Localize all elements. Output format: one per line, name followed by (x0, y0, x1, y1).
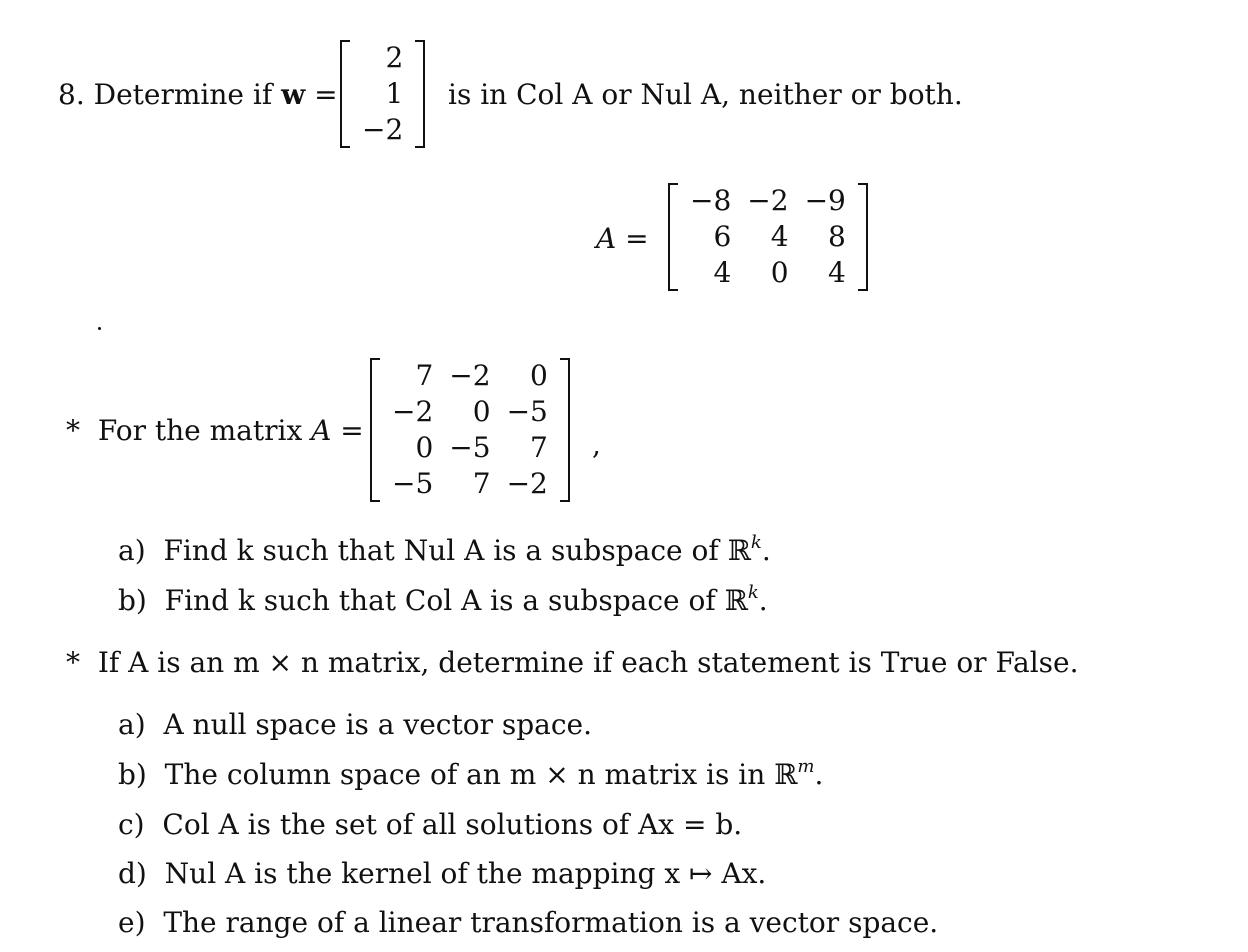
item-label: c) (118, 808, 145, 841)
matrix-cell: 7 (530, 431, 548, 464)
item-end: . (761, 534, 771, 567)
star-1-line (66, 414, 364, 447)
matrix-cell: 0 (472, 395, 491, 428)
star-2-line (66, 646, 1078, 679)
star-2-item-d (118, 857, 766, 890)
matrix-cell: 0 (530, 359, 548, 392)
item-superscript: k (750, 532, 762, 553)
matrix-cell: −2 (392, 395, 434, 428)
matrix-cell: 4 (713, 256, 732, 289)
star-2-item-c (118, 808, 742, 841)
star-2-item-b (118, 758, 823, 791)
item-label: d) (118, 857, 147, 890)
item-label: e) (118, 906, 146, 939)
matrix-cell: 4 (770, 220, 789, 253)
matrix-cell: −5 (449, 431, 491, 464)
item-text: The range of a linear transformation is a vector space. (163, 906, 939, 939)
matrix-cell: 6 (713, 220, 732, 253)
matrix-cell: 7 (415, 359, 434, 392)
stray-dot (98, 327, 101, 330)
matrix-cell: −9 (804, 184, 846, 217)
matrix-cell: −2 (506, 467, 548, 500)
problem-8-tail: is in Col A or Nul A, neither or both. (448, 78, 963, 111)
star-1-item-b (118, 584, 768, 617)
item-label: b) (118, 584, 147, 617)
matrix-cell: 7 (472, 467, 491, 500)
problem-lead: Determine if (93, 78, 273, 111)
item-text: The column space of an m × n matrix is in ℝ (164, 758, 798, 791)
star-2-item-e (118, 906, 938, 939)
matrix-comma: , (592, 428, 601, 461)
item-text: A null space is a vector space. (163, 708, 592, 741)
item-text: Nul A is the kernel of the mapping x ↦ Ax. (164, 857, 767, 890)
matrix-a-label: A = (311, 414, 364, 447)
item-label: b) (118, 758, 147, 791)
item-text: Col A is the set of all solutions of Ax = b. (162, 808, 743, 841)
item-superscript: k (747, 582, 759, 603)
item-label: a) (118, 708, 146, 741)
star-1-item-a (118, 534, 771, 567)
star-1-lead: For the matrix (97, 414, 303, 447)
item-text: Find k such that Nul A is a subspace of ℝ (163, 534, 751, 567)
matrix-a-label: A = (596, 222, 649, 255)
vector-w (340, 40, 425, 148)
bullet-star: * (66, 414, 80, 447)
vector-w-symbol: w (281, 78, 306, 111)
star-2-lead: If A is an m × n matrix, determine if each statement is True or False. (97, 646, 1079, 679)
matrix-cell: −2 (449, 359, 491, 392)
matrix-cell: 8 (828, 220, 846, 253)
matrix-cell: 4 (828, 256, 846, 289)
star-2-item-a (118, 708, 592, 741)
matrix-cell: −5 (506, 395, 548, 428)
matrix-a-problem-8 (668, 183, 868, 291)
matrix-cell: −8 (690, 184, 732, 217)
item-label: a) (118, 534, 146, 567)
matrix-cell: −2 (747, 184, 789, 217)
matrix-cell: 0 (770, 256, 789, 289)
matrix-cell: −5 (392, 467, 434, 500)
bullet-star: * (66, 646, 80, 679)
equals-sign: = (314, 78, 338, 111)
item-end: . (758, 584, 768, 617)
matrix-a-star-1 (370, 358, 570, 502)
item-end: . (814, 758, 824, 791)
problem-number: 8. (58, 78, 85, 111)
problem-8-line (58, 78, 338, 111)
matrix-cell: 0 (415, 431, 434, 464)
matrix-cell: 2 (385, 41, 404, 74)
item-superscript: m (797, 756, 815, 777)
matrix-cell: 1 (385, 77, 404, 110)
matrix-cell: −2 (362, 113, 404, 146)
item-text: Find k such that Col A is a subspace of ℝ (164, 584, 748, 617)
